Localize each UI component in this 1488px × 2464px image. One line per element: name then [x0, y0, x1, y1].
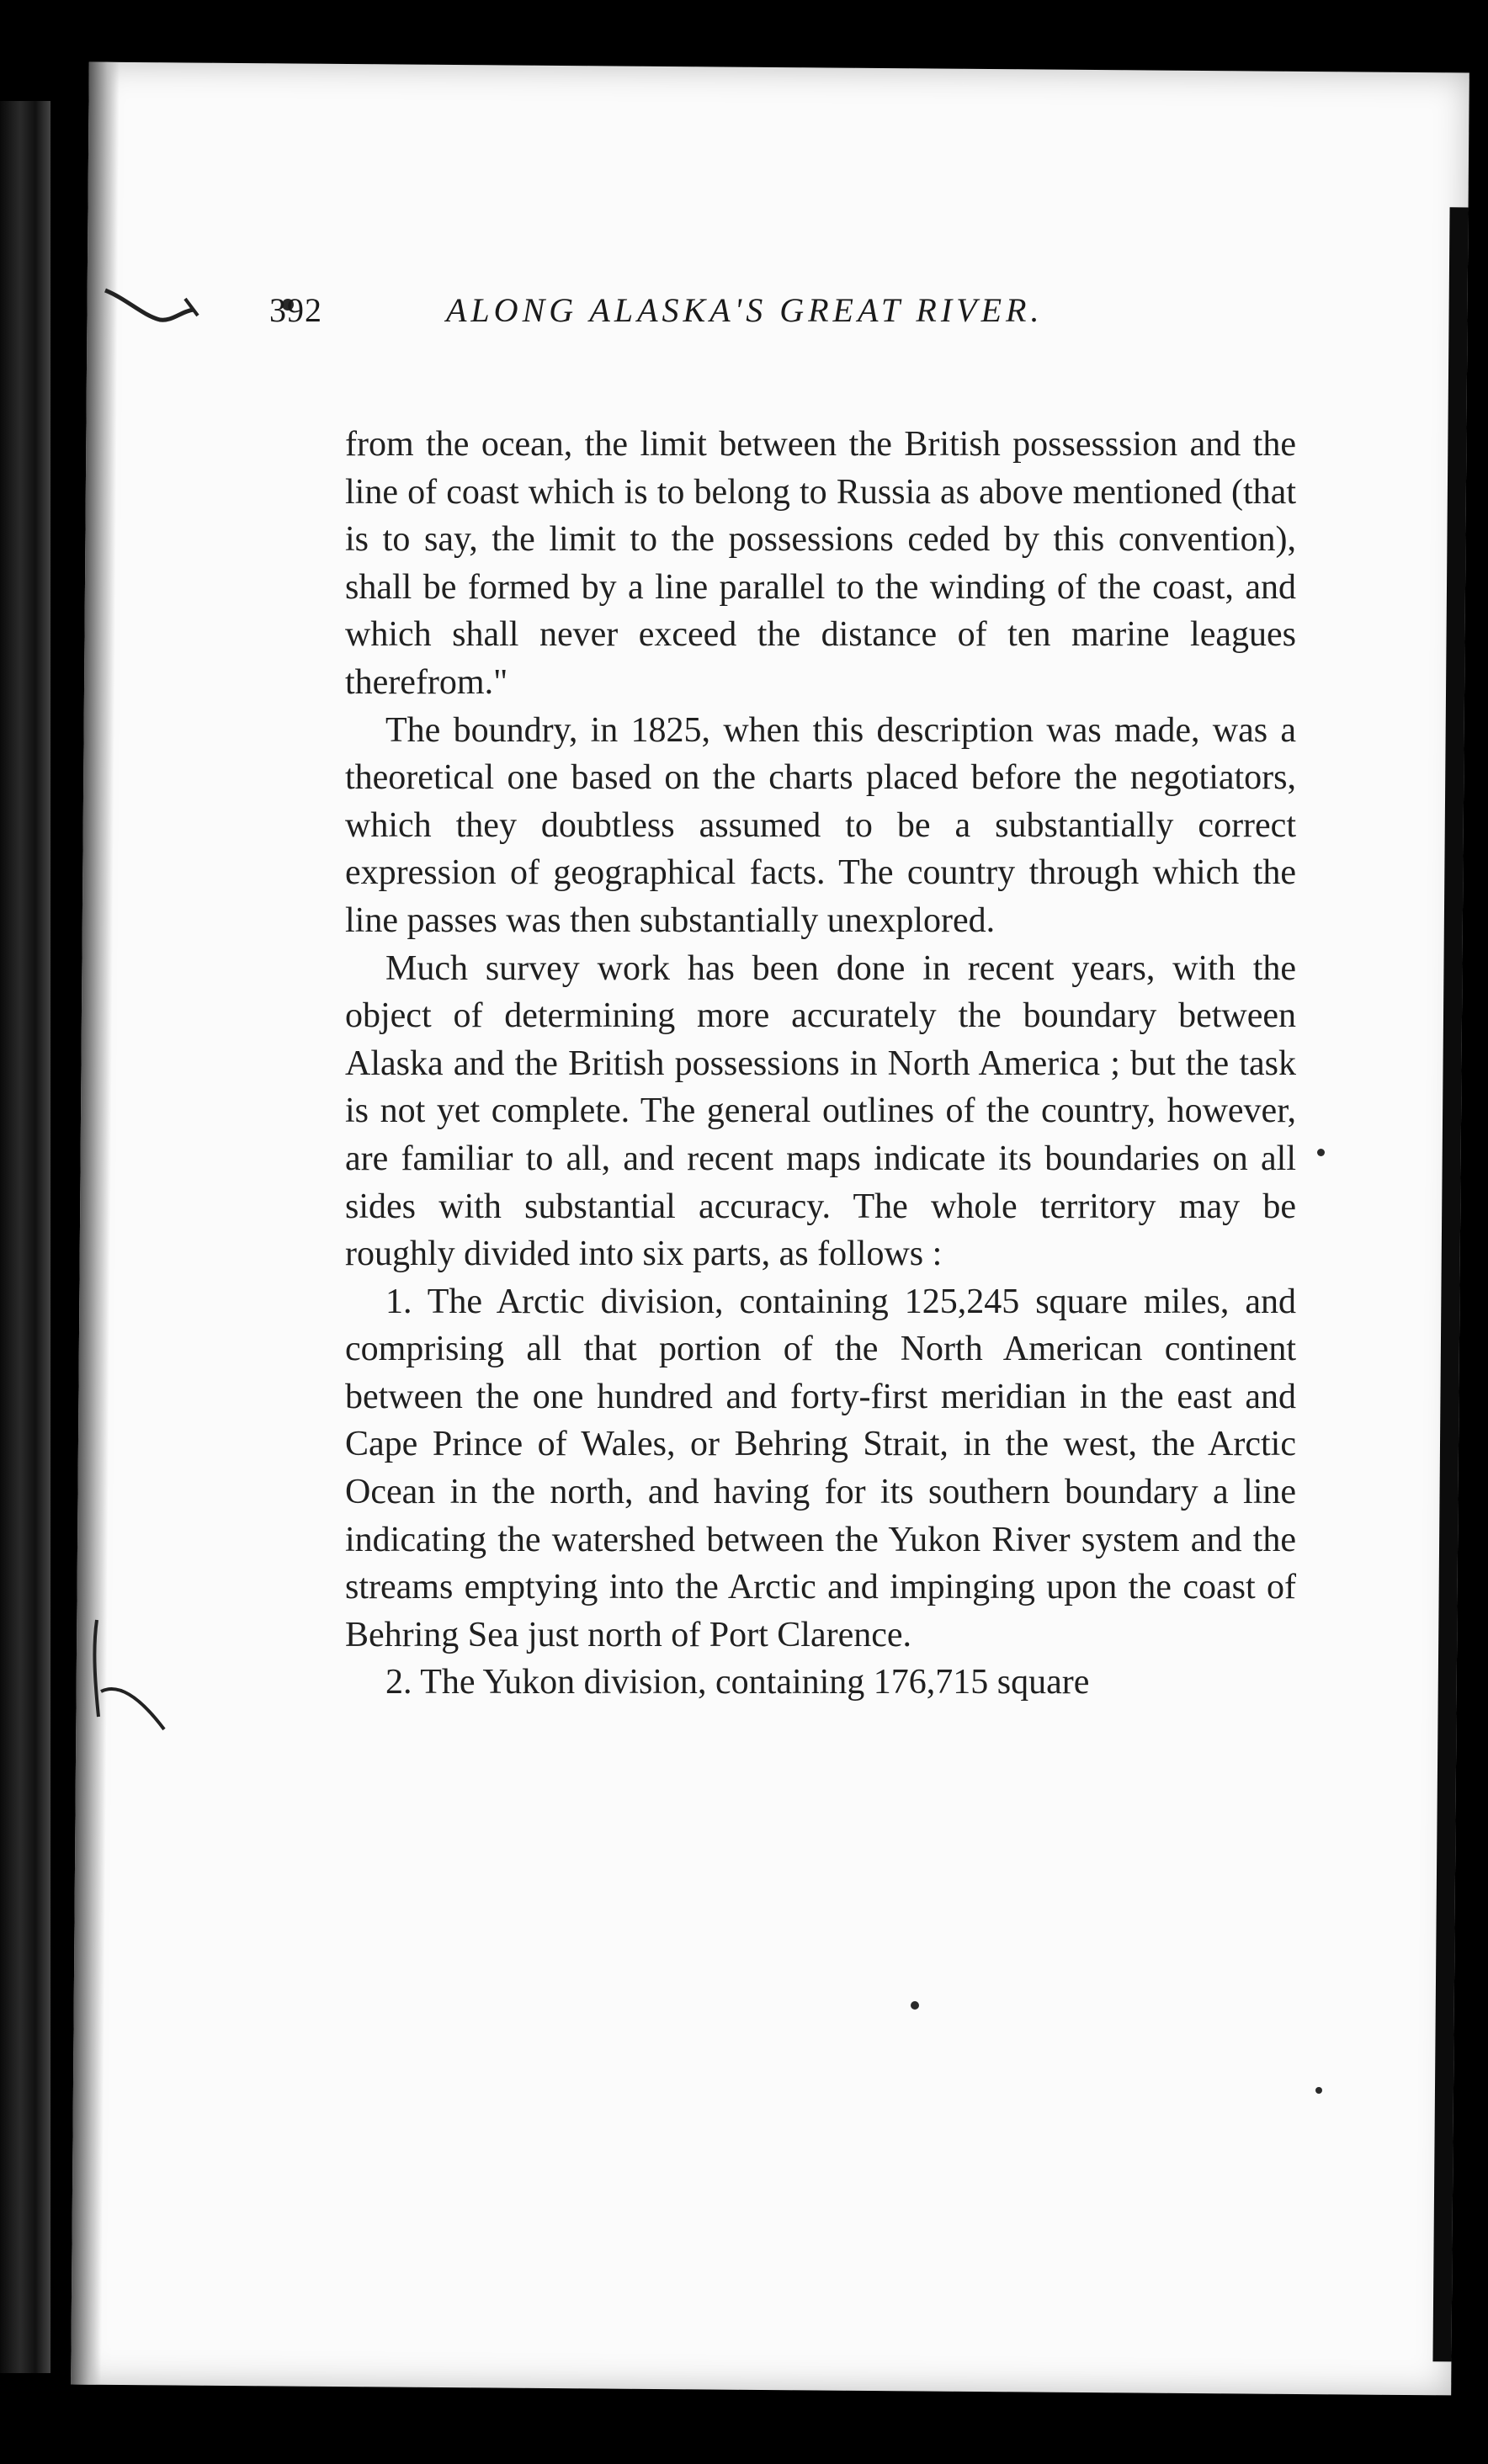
body-text	[345, 421, 1296, 1707]
page-edge-dark	[1432, 207, 1468, 2361]
running-head	[269, 290, 1296, 358]
paragraph: The boundry, in 1825, when this description was made, was a theoretical one based on the charts placed before the negotiators, which they doubtless assumed to be a substantially correct expression of geographical facts. The country through which the line passes was then substantially unexplored.	[345, 710, 1296, 940]
page-number: 392	[269, 291, 322, 329]
gutter-shadow	[71, 62, 120, 2385]
ink-speck	[1315, 2087, 1322, 2094]
numbered-paragraph: 1. The Arctic division, containing 125,245 square miles, and comprising all that portion of the North American continent between the one hundred and forty-first meridian in the east and Cape Prince of Wales, or Behring Strait, in the west, the Arctic Ocean in the north, and having for its southern boundary a line indicating the watershed between the Yukon River system and the streams emptying into the Arctic and impinging upon the coast of Behring Sea just north of Port Clarence.	[345, 1282, 1296, 1654]
running-title: ALONG ALASKA'S GREAT RIVER.	[446, 291, 1044, 329]
numbered-paragraph: 2. The Yukon division, containing 176,715 square	[385, 1663, 1090, 1702]
paragraph: Much survey work has been done in recent years, with the object of determining more accurately the boundary between Alaska and the British possessions in North America ; but the task is not yet complete. The general outlines of the country, however, are familiar to all, and recent maps indicate its boundaries on all sides with substantial accuracy. The whole territory may be roughly divided into six parts, as follows :	[345, 948, 1296, 1274]
paragraph: from the ocean, the limit between the British possesssion and the line of coast which is to belong to Russia as above mentioned (that is to say, the limit to the possessions ceded by this convention), shall be formed by a line parallel to the winding of the coast, and which shall never exceed the distance of ten marine leagues therefrom."	[345, 425, 1296, 702]
margin-scribble-left	[80, 1616, 181, 1750]
ink-speck	[911, 2001, 919, 2010]
ink-speck	[1317, 1149, 1325, 1156]
book-spine-edge	[0, 101, 50, 2373]
margin-scribble-top	[101, 278, 219, 345]
